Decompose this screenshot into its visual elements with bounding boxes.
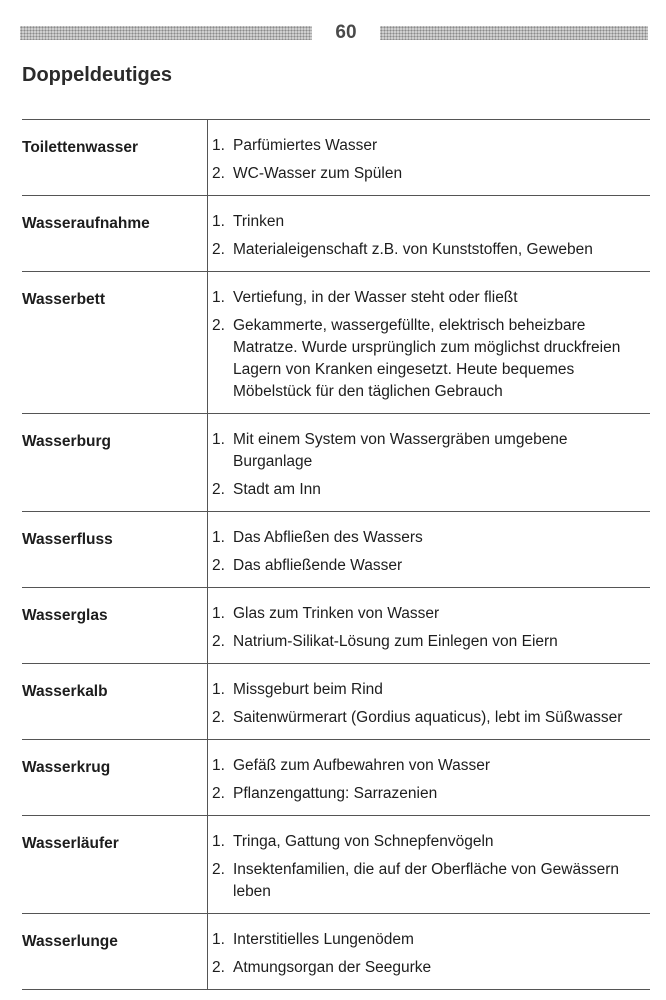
definition-text: Gekammerte, wassergefüllte, elektrisch beheizbare Matratze. Wurde ursprünglich zum möglichst druckfreien Lagern von Kranken eingesetzt. Heute bequemes Möbelstück für den täglichen Gebrauch	[233, 317, 621, 400]
definition-number: 2.	[212, 959, 225, 976]
entry-term: Wasserläufer	[22, 835, 119, 852]
entry-definitions	[207, 120, 650, 195]
entry-definitions	[207, 196, 650, 271]
definition-number: 2.	[212, 633, 225, 650]
definition-text: WC-Wasser zum Spülen	[233, 165, 403, 182]
definition-number: 1.	[212, 431, 225, 448]
definition-item	[212, 135, 650, 157]
definition-item	[212, 679, 650, 701]
definition-item	[212, 707, 650, 729]
definition-item	[212, 783, 650, 805]
definition-number: 1.	[212, 757, 225, 774]
table-row	[22, 914, 650, 990]
definitions-table	[22, 119, 650, 990]
table-row	[22, 740, 650, 816]
definition-item	[212, 555, 650, 577]
definition-item	[212, 755, 650, 777]
definition-number: 1.	[212, 605, 225, 622]
definition-number: 1.	[212, 931, 225, 948]
definition-number: 2.	[212, 165, 225, 182]
definition-text: Gefäß zum Aufbewahren von Wasser	[233, 757, 491, 774]
definition-number: 2.	[212, 317, 225, 334]
page-number: 60	[335, 22, 357, 43]
entry-definitions	[207, 816, 650, 913]
table-row	[22, 588, 650, 664]
entry-term: Wasserburg	[22, 433, 112, 450]
definition-text: Das abfließende Wasser	[233, 557, 403, 574]
definition-item	[212, 859, 650, 903]
definition-item	[212, 831, 650, 853]
definition-number: 2.	[212, 481, 225, 498]
definition-item	[212, 479, 650, 501]
entry-term: Wasseraufnahme	[22, 215, 150, 232]
definition-number: 1.	[212, 681, 225, 698]
definition-text: Interstitielles Lungenödem	[233, 931, 414, 948]
definition-text: Das Abfließen des Wassers	[233, 529, 423, 546]
definition-number: 1.	[212, 529, 225, 546]
definition-item	[212, 603, 650, 625]
definition-text: Tringa, Gattung von Schnepfenvögeln	[233, 833, 494, 850]
definition-item	[212, 957, 650, 979]
table-row	[22, 664, 650, 740]
definition-text: Parfümiertes Wasser	[233, 137, 378, 154]
definition-text: Atmungsorgan der Seegurke	[233, 959, 432, 976]
entry-term: Wasserglas	[22, 607, 108, 624]
table-row	[22, 272, 650, 414]
definition-text: Natrium-Silikat-Lösung zum Einlegen von Eiern	[233, 633, 558, 650]
definition-number: 1.	[212, 833, 225, 850]
entry-term: Wasserkrug	[22, 759, 111, 776]
entry-definitions	[207, 914, 650, 989]
table-row	[22, 414, 650, 512]
definition-text: Trinken	[233, 213, 285, 230]
definition-number: 2.	[212, 709, 225, 726]
definition-number: 2.	[212, 785, 225, 802]
entry-definitions	[207, 414, 650, 511]
definition-text: Insektenfamilien, die auf der Oberfläche von Gewässern leben	[233, 861, 619, 900]
definition-text: Materialeigenschaft z.B. von Kunststoffen, Geweben	[233, 241, 593, 258]
header-dotted-bar-right	[380, 26, 648, 40]
entry-definitions	[207, 664, 650, 739]
header-dotted-bar-left	[20, 26, 312, 40]
definition-item	[212, 315, 650, 403]
definition-item	[212, 929, 650, 951]
definition-item	[212, 239, 650, 261]
definition-text: Vertiefung, in der Wasser steht oder fließt	[233, 289, 518, 306]
definition-number: 1.	[212, 137, 225, 154]
entry-term: Wasserlunge	[22, 933, 118, 950]
definition-item	[212, 211, 650, 233]
definition-text: Stadt am Inn	[233, 481, 321, 498]
table-row	[22, 120, 650, 196]
definition-text: Mit einem System von Wassergräben umgebene Burganlage	[233, 431, 568, 470]
page-title: Doppeldeutiges	[22, 64, 173, 86]
table-row	[22, 512, 650, 588]
entry-term: Toilettenwasser	[22, 139, 139, 156]
definition-text: Glas zum Trinken von Wasser	[233, 605, 440, 622]
entry-term: Wasserkalb	[22, 683, 108, 700]
definition-number: 2.	[212, 241, 225, 258]
definition-number: 2.	[212, 557, 225, 574]
definition-item	[212, 287, 650, 309]
entry-definitions	[207, 512, 650, 587]
definition-number: 2.	[212, 861, 225, 878]
definition-item	[212, 429, 650, 473]
entry-term: Wasserfluss	[22, 531, 113, 548]
definition-number: 1.	[212, 213, 225, 230]
entry-definitions	[207, 588, 650, 663]
definition-text: Pflanzengattung: Sarrazenien	[233, 785, 438, 802]
definition-item	[212, 631, 650, 653]
definition-text: Missgeburt beim Rind	[233, 681, 383, 698]
definition-text: Saitenwürmerart (Gordius aquaticus), lebt im Süßwasser	[233, 709, 623, 726]
definition-item	[212, 527, 650, 549]
table-row	[22, 816, 650, 914]
entry-definitions	[207, 272, 650, 413]
entry-definitions	[207, 740, 650, 815]
page-header	[20, 22, 648, 44]
table-row	[22, 196, 650, 272]
definition-number: 1.	[212, 289, 225, 306]
definition-item	[212, 163, 650, 185]
entry-term: Wasserbett	[22, 291, 105, 308]
